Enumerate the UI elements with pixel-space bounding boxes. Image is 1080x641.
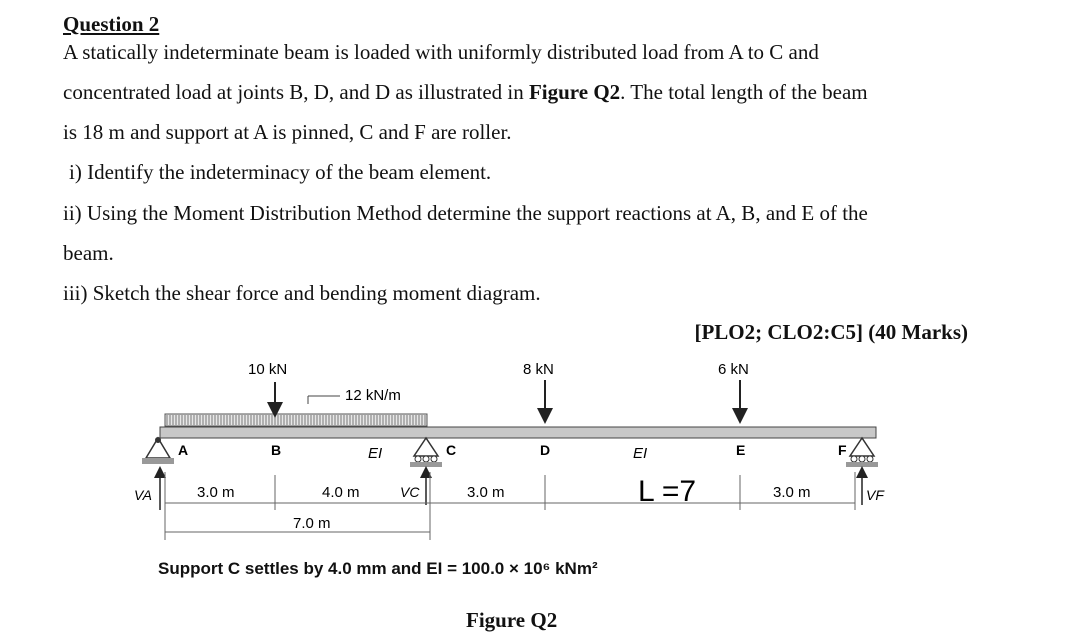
item-iii: iii) Sketch the shear force and bending moment diagram. (63, 281, 541, 305)
load-label-d: 8 kN (523, 361, 554, 378)
question-text-line-2 (63, 80, 868, 105)
load-label-e: 6 kN (718, 361, 749, 378)
udl-hatch (165, 414, 427, 426)
beam (160, 427, 876, 438)
point-label-b: B (271, 442, 282, 458)
dim-label-ab: 3.0 m (197, 484, 235, 501)
point-label-f: F (838, 442, 847, 458)
reaction-label-a: VA (134, 487, 152, 503)
question-text-line-1: A statically indeterminate beam is loaded with uniformly distributed load from A to C and (63, 40, 819, 64)
dim-label-ef: 3.0 m (773, 484, 811, 501)
stiffness-right: EI (633, 445, 648, 462)
point-label-c: C (446, 442, 457, 458)
stiffness-left: EI (368, 445, 383, 462)
point-label-a: A (178, 442, 189, 458)
load-label-b: 10 kN (248, 361, 288, 378)
handwritten-note: L =7 (638, 475, 697, 508)
point-label-d: D (540, 442, 551, 458)
point-label-e: E (736, 442, 746, 458)
marks-label: [PLO2; CLO2:C5] (40 Marks) (694, 320, 968, 344)
support-c-roller (410, 438, 442, 467)
udl-label: 12 kN/m (345, 387, 401, 404)
support-f-roller (846, 438, 878, 467)
dim-label-cd: 3.0 m (467, 484, 505, 501)
support-a-pin (142, 437, 174, 464)
item-i: i) Identify the indeterminacy of the beam element. (69, 160, 492, 184)
question-title: Question 2 (63, 12, 160, 36)
settlement-note: Support C settles by 4.0 mm and EI = 100.0 × 10⁶ kNm² (158, 559, 598, 578)
question-text-2-post: . The total length of the beam (620, 80, 868, 104)
figure-caption: Figure Q2 (466, 608, 558, 632)
item-ii-line-2: beam. (63, 241, 114, 265)
question-text-line-3: is 18 m and support at A is pinned, C and F are roller. (63, 120, 512, 144)
figure-reference: Figure Q2 (528, 80, 621, 104)
dim-label-bc: 4.0 m (322, 484, 360, 501)
item-ii-line-1: ii) Using the Moment Distribution Method determine the support reactions at A, B, and E of the (63, 201, 868, 225)
dimension-lines (165, 472, 855, 540)
reaction-label-c: VC (400, 484, 420, 500)
dim-label-ac: 7.0 m (293, 515, 331, 532)
question-text-2-pre: concentrated load at joints B, D, and D as illustrated in (63, 80, 529, 104)
reaction-label-f: VF (866, 487, 884, 503)
